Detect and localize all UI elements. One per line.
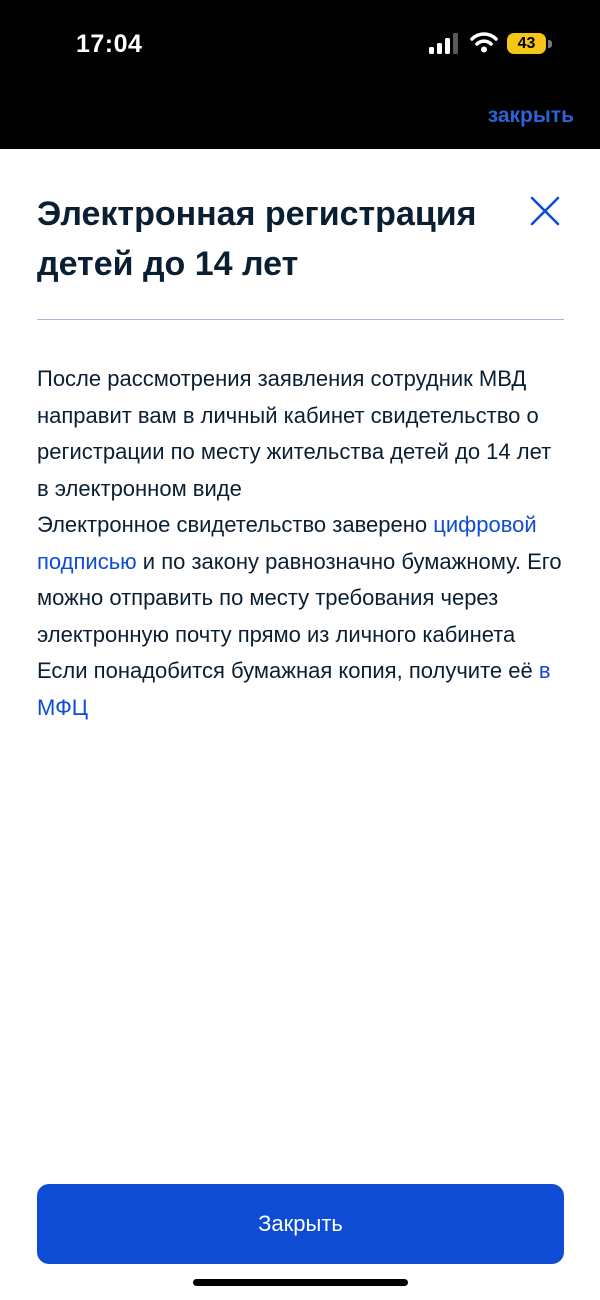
divider [37,319,564,320]
modal-sheet [0,149,600,1300]
digital-signature-link[interactable]: цифровой подписью [37,512,537,574]
paragraph-paper-copy-text: Если понадобится бумажная копия, получите её [37,658,533,683]
close-button[interactable]: Закрыть [37,1184,564,1264]
status-bar [0,0,600,92]
paragraph-signature-rest: и по закону равнозначно бумажному. Его можно отправить по месту требования через электронную почту прямо из личного кабинета [37,548,562,647]
top-nav [0,92,600,149]
close-icon[interactable] [527,193,563,229]
paragraph-paper-copy [37,653,567,726]
battery-icon [507,33,553,55]
modal-body [37,361,567,726]
mfc-link[interactable]: в МФЦ [37,658,551,720]
wifi-icon [470,31,498,53]
home-indicator [193,1279,408,1286]
status-time: 17:04 [76,30,143,58]
top-close-link[interactable]: закрыть [487,104,574,127]
paragraph-signature [37,507,567,653]
battery-level: 43 [517,35,536,52]
battery-cap [548,40,552,48]
paragraph-signature-text: Электронное свидетельство заверено [37,512,428,537]
signal-icon [429,33,461,55]
modal-title: Электронная регистрация детей до 14 лет [37,195,477,283]
paragraph-registration: После рассмотрения заявления сотрудник МВД направит вам в личный кабинет свидетельство о регистрации по месту жительства детей до 14 лет в электронном виде [37,366,552,501]
